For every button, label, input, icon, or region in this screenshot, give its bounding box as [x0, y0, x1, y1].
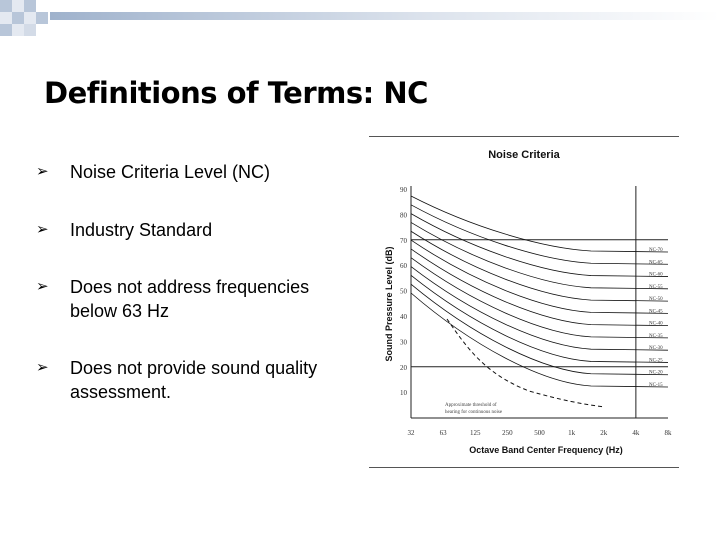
bullet-text: Does not address frequencies below 63 Hz — [70, 277, 310, 321]
arrow-bullet-icon: ➢ — [36, 221, 49, 238]
bullet-item — [36, 356, 317, 404]
nc-curve-label: NC-60 — [649, 272, 663, 278]
nc-curve-label: NC-20 — [649, 370, 663, 376]
x-tick-label: 125 — [470, 429, 481, 437]
threshold-annotation-line: Approximate threshold of — [445, 403, 497, 408]
figure-y-axis-label: Sound Pressure Level (dB) — [384, 246, 394, 362]
x-tick-label: 250 — [502, 429, 513, 437]
bullet-item — [36, 275, 309, 323]
nc-curve-label: NC-25 — [649, 358, 663, 364]
nc-curve — [411, 222, 668, 288]
y-tick-label: 70 — [400, 236, 407, 245]
bullet-text: Industry Standard — [70, 220, 213, 240]
nc-curve-label: NC-35 — [649, 333, 663, 339]
nc-curve — [411, 231, 668, 301]
x-tick-label: 63 — [439, 429, 447, 437]
figure-plot-area — [400, 186, 672, 437]
x-tick-label: 4k — [632, 429, 640, 437]
figure-x-axis-label: Octave Band Center Frequency (Hz) — [469, 445, 623, 455]
x-tick-label: 1k — [568, 429, 576, 437]
y-tick-label: 20 — [400, 363, 407, 372]
nc-curve-label: NC-55 — [649, 284, 663, 290]
arrow-bullet-icon: ➢ — [36, 359, 49, 376]
figure-title: Noise Criteria — [488, 149, 560, 161]
nc-curve — [411, 293, 668, 387]
nc-curve-label: NC-40 — [649, 321, 663, 327]
x-tick-label: 500 — [534, 429, 545, 437]
slide-title: Definitions of Terms: NC — [44, 76, 428, 110]
y-tick-label: 40 — [400, 313, 407, 321]
arrow-bullet-icon: ➢ — [36, 163, 49, 180]
y-tick-label: 60 — [400, 262, 407, 271]
nc-curve — [411, 214, 668, 277]
threshold-of-hearing-curve — [447, 319, 605, 407]
nc-curve-label: NC-65 — [649, 260, 663, 266]
noise-criteria-figure — [369, 136, 679, 468]
bullet-text: Noise Criteria Level (NC) — [70, 162, 271, 182]
bullet-item — [36, 218, 212, 242]
x-tick-label: 32 — [407, 429, 415, 437]
nc-curve — [411, 249, 668, 326]
y-tick-label: 30 — [400, 338, 407, 347]
bullet-item — [36, 160, 270, 184]
bullet-text: Does not provide sound quality assessment. — [70, 358, 318, 402]
y-tick-label: 10 — [400, 389, 407, 398]
y-tick-label: 90 — [400, 186, 407, 194]
x-tick-label: 8k — [664, 429, 672, 437]
slide-corner-decoration — [0, 0, 720, 40]
arrow-bullet-icon: ➢ — [36, 278, 49, 295]
nc-curve — [411, 258, 668, 338]
nc-curve — [411, 240, 668, 313]
nc-curve-label: NC-30 — [649, 346, 663, 352]
nc-curve-label: NC-45 — [649, 309, 663, 315]
y-tick-label: 80 — [400, 211, 407, 220]
threshold-annotation-line: hearing for continuous noise — [445, 410, 503, 415]
x-tick-label: 2k — [600, 429, 608, 437]
nc-curve — [411, 284, 668, 375]
y-tick-label: 50 — [400, 287, 407, 296]
nc-curve-label: NC-15 — [649, 383, 663, 388]
nc-curve-label: NC-70 — [649, 248, 663, 253]
nc-curve-label: NC-50 — [649, 297, 663, 303]
